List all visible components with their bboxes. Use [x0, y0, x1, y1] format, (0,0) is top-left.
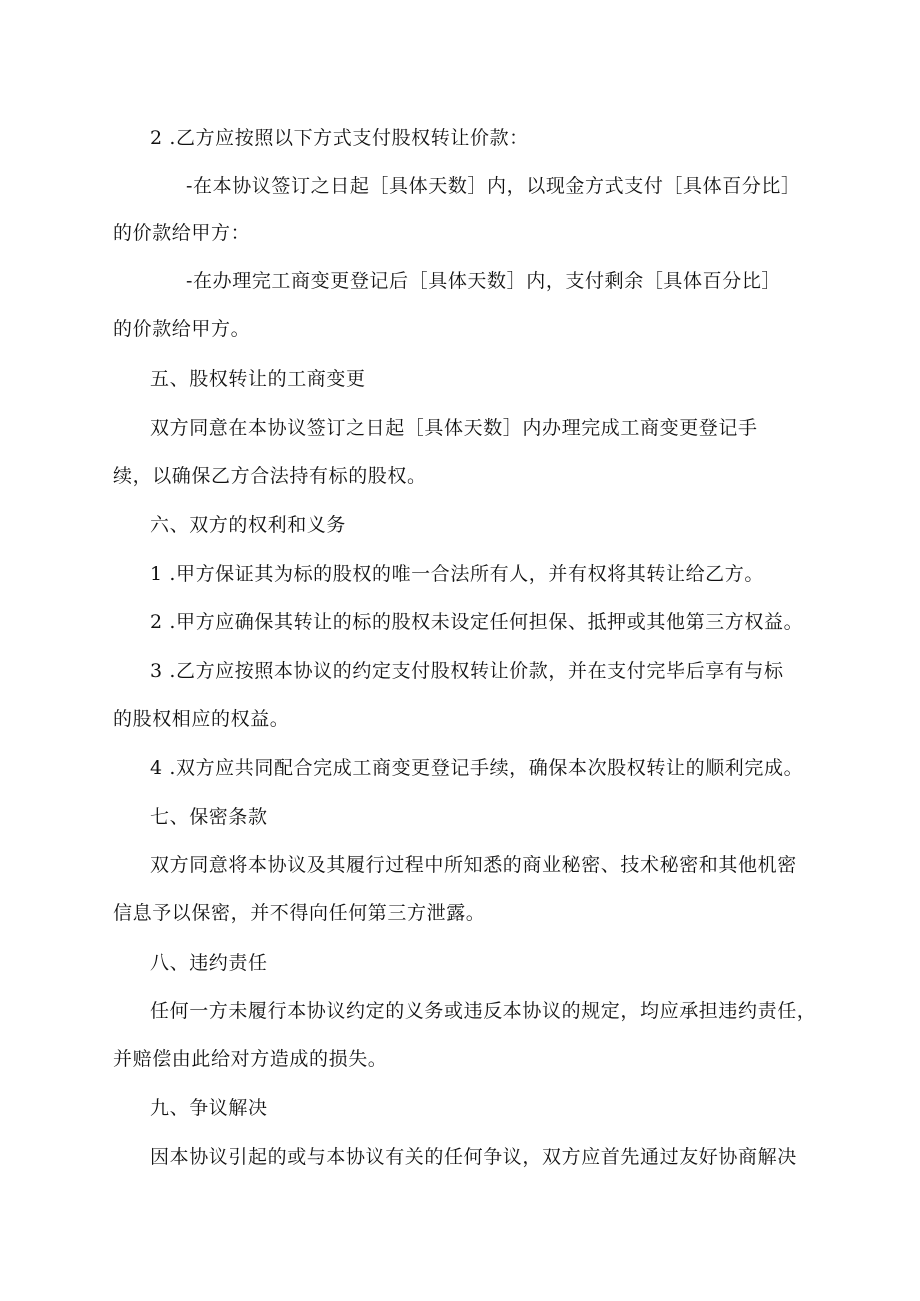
paragraph-line-7: 双方同意在本协议签订之日起［具体天数］内办理完成工商变更登记手	[150, 417, 758, 439]
paragraph-line-17: 信息予以保密，并不得向任何第三方泄露。	[113, 902, 486, 924]
paragraph-line-5: 的价款给甲方。	[113, 318, 251, 340]
section-heading-9: 九、争议解决	[150, 1097, 268, 1119]
section-heading-6: 六、双方的权利和义务	[150, 514, 347, 536]
paragraph-line-4: -在办理完工商变更登记后［具体天数］内，支付剩余［具体百分比］	[186, 270, 782, 292]
paragraph-line-3: 的价款给甲方：	[113, 222, 251, 244]
clause-6-4: 4 .双方应共同配合完成工商变更登记手续，确保本次股权转让的顺利完成。	[150, 757, 804, 779]
paragraph-line-19: 任何一方未履行本协议约定的义务或违反本协议的规定，均应承担违约责任，	[150, 1000, 817, 1022]
section-heading-7: 七、保密条款	[150, 806, 268, 828]
section-heading-8: 八、违约责任	[150, 952, 268, 974]
section-heading-5: 五、股权转让的工商变更	[150, 368, 366, 390]
clause-6-3-cont: 的股权相应的权益。	[113, 708, 290, 730]
clause-6-1: 1 .甲方保证其为标的股权的唯一合法所有人，并有权将其转让给乙方。	[150, 563, 764, 585]
paragraph-line-22: 因本协议引起的或与本协议有关的任何争议，双方应首先通过友好协商解决	[150, 1146, 797, 1168]
paragraph-line-20: 并赔偿由此给对方造成的损失。	[113, 1048, 388, 1070]
clause-6-2: 2 .甲方应确保其转让的标的股权未设定任何担保、抵押或其他第三方权益。	[150, 611, 804, 633]
paragraph-line-2: -在本协议签订之日起［具体天数］内，以现金方式支付［具体百分比］	[186, 175, 801, 197]
paragraph-line-8: 续，以确保乙方合法持有标的股权。	[113, 465, 427, 487]
clause-6-3: 3 .乙方应按照本协议的约定支付股权转让价款，并在支付完毕后享有与标	[150, 660, 784, 682]
paragraph-line-1: 2 .乙方应按照以下方式支付股权转让价款：	[150, 127, 529, 149]
paragraph-line-16: 双方同意将本协议及其履行过程中所知悉的商业秘密、技术秘密和其他机密	[150, 854, 797, 876]
